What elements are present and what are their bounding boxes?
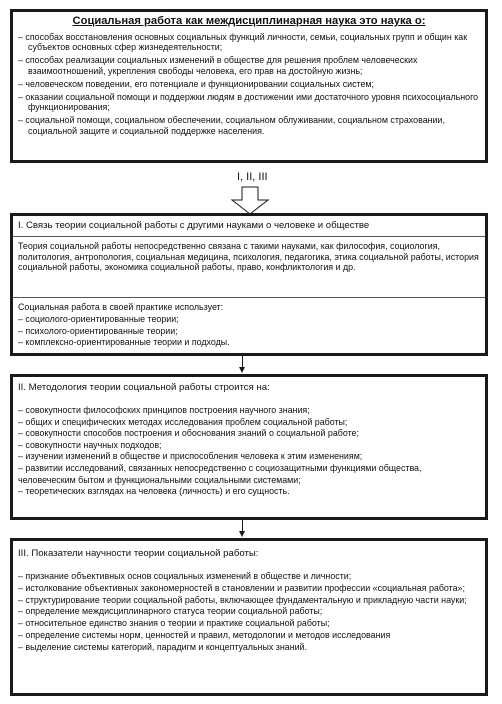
list-item: – признание объективных основ социальных изменений в обществе и личности; — [18, 571, 352, 581]
section-2-list — [18, 405, 480, 498]
top-box-item: – социальной помощи, социальном обеспечении, социальном облуживании, социальном страховании, социальной защите и социальной поддержке населения. — [18, 115, 445, 136]
section-1-uses-list — [18, 314, 480, 349]
top-box-item: – человеческом поведении, его потенциале и функционировании социальных систем; — [18, 78, 374, 89]
arrowhead-icon — [239, 367, 245, 373]
list-item: – структурирование теории социальной работы, включающее фундаментальную и прикладную части науки; — [18, 594, 467, 605]
arrowhead-icon — [239, 531, 245, 537]
list-item: – изучении изменений в обществе и приспособления человека к этим изменениям; — [18, 451, 363, 462]
list-item: – совокупности философских принципов построения научного знания; — [18, 405, 310, 415]
section-3-list — [18, 571, 480, 654]
section-1-box — [10, 213, 488, 356]
list-item: – определение междисциплинарного статуса теории социальной работы; — [18, 606, 323, 617]
list-item: – комплексно-ориентированные теории и подходы. — [18, 337, 230, 347]
list-item: – выделение системы категорий, парадигм и концептуальных знаний. — [18, 641, 307, 652]
list-item: – психолого-ориентированные теории; — [18, 325, 178, 336]
section-1-uses-intro: Социальная работа в своей практике использует: — [18, 302, 224, 312]
top-box-item: – способах восстановления основных социальных функций личности, семьи, социальных групп и общин как субъектов основных сфер жизнедеятельности; — [18, 32, 468, 53]
list-item: – совокупности способов построения и обоснования знаний о социальной работе; — [18, 428, 359, 439]
down-arrow-icon — [230, 186, 270, 216]
list-item: – социолого-ориентированные теории; — [18, 314, 179, 324]
section-1-header: I. Связь теории социальной работы с другими науками о человеке и обществе — [18, 220, 370, 231]
list-item: – теоретических взглядах на человека (личность) и его сущность. — [18, 486, 290, 497]
section-1-paragraph: Теория социальной работы непосредственно связана с такими науками, как философия, социология, политология, антропология, социальная медицина, психология, педагогика, этика социальной работы, история социальной работы, экономика социальной работы, право, конфликтология и др. — [18, 241, 479, 273]
list-item: – относительное единство знания о теории и практике социальной работы; — [18, 618, 330, 629]
top-concept-box — [10, 9, 488, 163]
section-3-header: III. Показатели научности теории социальной работы: — [18, 548, 259, 559]
top-box-item: – способах реализации социальных изменений в обществе для решения проблем человеческих взаимоотношений, укрепления свободы человека, его прав на достойную жизнь; — [18, 55, 418, 76]
connector-label: I, II, III — [237, 171, 268, 183]
section-3-box — [10, 538, 488, 696]
section-2-header: II. Методология теории социальной работы строится на: — [18, 382, 270, 393]
list-item: – совокупности научных подходов; — [18, 439, 162, 450]
list-item: – общих и специфических методах исследования проблем социальной работы; — [18, 416, 348, 427]
list-item: – определение системы норм, ценностей и правил, методологии и методов исследования — [18, 629, 391, 640]
list-item: – развитии исследований, связанных непосредственно с социозащитными функциями общества, человеческим бытом и функциональными социальными системами; — [18, 462, 422, 485]
section-2-box — [10, 374, 488, 520]
top-box-item: – оказании социальной помощи и поддержки людям в достижении ими достаточного уровня психосоциального функционирования; — [18, 92, 479, 113]
top-box-title: Социальная работа как междисциплинарная наука это наука о: — [72, 15, 426, 27]
top-box-list — [18, 32, 480, 136]
list-item: – истолкование объективных закономерностей в становлении и развитии профессии «социальная работа»; — [18, 582, 465, 593]
divider — [13, 297, 485, 298]
divider — [13, 236, 485, 237]
